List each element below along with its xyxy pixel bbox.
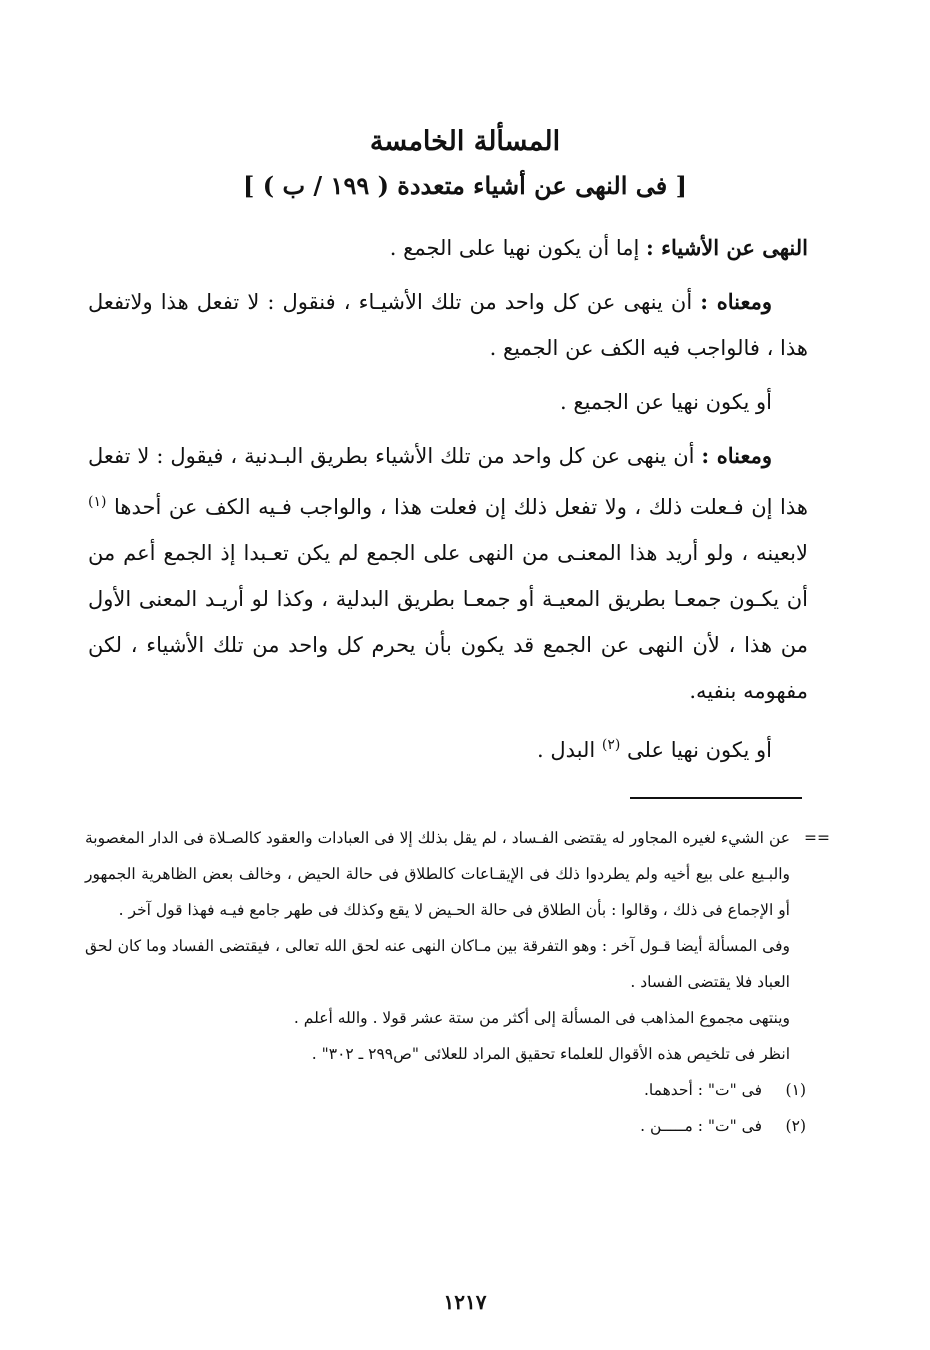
continuation-marker: ==: [804, 829, 830, 847]
footnotes-area: [85, 820, 830, 1144]
paragraph-3: [88, 379, 808, 425]
page-number: ١٢١٧: [443, 1290, 487, 1314]
paragraph-text: لابعينه ، ولو أريد هذا المعنـى من النهى على الجمع لم يكن تعـبدا إذ الجمع أعم من أن يكـون جمعـا بطريق المعيـة أو جمعـا بطريق البدلية ، وكذا لو أريـد المعنى الأول من هذا ، لأن النهى عن الجمع قد يكون بأن يحرم كل واحد من تلك الأشياء ، لكن مفهومه بنفيه.: [88, 541, 808, 703]
paragraph-1: [88, 225, 808, 271]
chapter-title: المسألة الخامسة: [369, 126, 561, 157]
paragraph-text: إما أن يكون نهيا على الجمع .: [389, 236, 647, 260]
note-text: عن الشيء لغيره المجاور له يقتضى الفـساد ، لم يقل بذلك إلا فى العبادات والعقود كالصـلاة فى الدار المغصوبة والبـيع على بيع أخيه ولم يطردوا ذلك فى الإيقـاعات كالطلاق فى حالة الحيض ، وخالف بعض الظاهرية الجمهور أو الإجماع فى ذلك ، وقالوا : بأن الطلاق فى حالة الحـيض لا يقع وكذلك فى طهر جامع فيـه فهذا قول آخر .: [85, 829, 790, 919]
footnote-number: (٢): [785, 1117, 806, 1135]
note-text: وينتهى مجموع المذاهب فى المسألة إلى أكثر من ستة عشر قولا . والله أعلم .: [293, 1009, 790, 1027]
paragraph-text: البدل .: [537, 738, 602, 762]
footnote-2: [85, 1108, 830, 1144]
footnote-text: فى "ت" : أحدهما.: [644, 1081, 762, 1099]
continued-note: [85, 820, 830, 928]
footnote-1: [85, 1072, 830, 1108]
footnote-ref-1[interactable]: (١): [88, 494, 107, 510]
note-text: وفى المسألة أيضا قـول آخر : وهو التفرقة بين مـاكان النهى عنه لحق الله تعالى ، فيقتضى الفساد وما كان لحق العباد فلا يقتضى الفساد .: [85, 937, 790, 991]
paragraph-5: [88, 722, 808, 773]
term-label: ومعناه :: [701, 443, 772, 468]
footnote-number: (١): [785, 1081, 806, 1099]
note-text: انظر فى تلخيص هذه الأقوال للعلماء تحقيق المراد للعلائى "ص٢٩٩ ـ ٣٠٢" .: [311, 1045, 790, 1063]
paragraph-4: [88, 433, 808, 714]
paragraph-text: أن ينهى عن كل واحد من تلك الأشياء بطريق البـدنية ، فيقول : لا تفعل هذا إن فـعلت ذلك ، ولا تفعل ذلك إن فعلت هذا ، والواجب فـيه الكف عن أحدها: [88, 444, 808, 519]
term-label: ومعناه :: [700, 289, 772, 314]
paragraph-2: [88, 279, 808, 371]
main-text: [88, 225, 808, 781]
footnote-ref-2[interactable]: (٢): [601, 737, 621, 753]
chapter-subtitle: [ فى النهى عن أشياء متعددة ( ١٩٩ / ب ) ]: [243, 171, 687, 200]
paragraph-text: أو يكون نهيا على: [620, 738, 772, 762]
paragraph-text: أن ينهى عن كل واحد من تلك الأشيـاء ، فنقول : لا تفعل هذا ولاتفعل هذا ، فالواجب فيه الكف عن الجميع .: [88, 290, 808, 360]
footnote-text: فى "ت" : مـــــن .: [640, 1117, 762, 1135]
paragraph-text: أو يكون نهيا عن الجميع .: [560, 390, 772, 414]
term-label: النهى عن الأشياء :: [646, 235, 808, 260]
footnote-separator: [630, 797, 802, 799]
